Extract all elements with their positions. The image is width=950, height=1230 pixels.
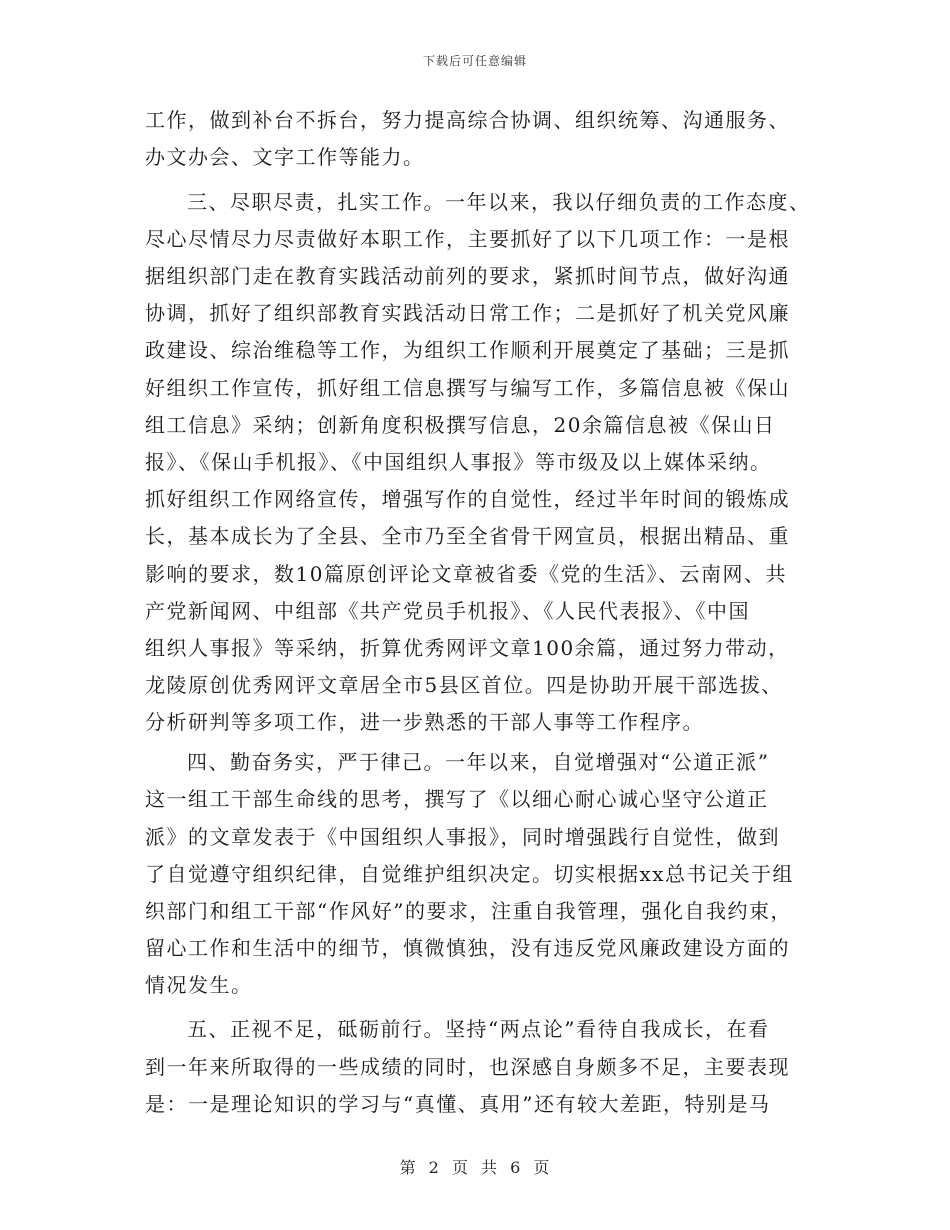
text-line: 协调，抓好了组织部教育实践活动日常工作；二是抓好了机关党风廉	[145, 301, 790, 325]
text-line: 分析研判等多项工作，进一步熟悉的干部人事等工作程序。	[145, 710, 704, 734]
text-line: 组织人事报》等采纳，折算优秀网评文章100余篇，通过努力带动，	[145, 636, 790, 660]
text-line: 是：一是理论知识的学习与“真懂、真用”还有较大差距，特别是马	[145, 1092, 771, 1116]
text-line: 长，基本成长为了全县、全市乃至全省骨干网宣员，根据出精品、重	[145, 524, 790, 548]
text-line: 政建设、综治维稳等工作，为组织工作顺利开展奠定了基础；三是抓	[145, 338, 790, 362]
text-line: 影响的要求，数10篇原创评论文章被省委《党的生活》、云南网、共	[145, 562, 787, 586]
text-line: 产党新闻网、中组部《共产党员手机报》、《人民代表报》、《中国	[145, 599, 750, 623]
text-line: 好组织工作宣传，抓好组工信息撰写与编写工作，多篇信息被《保山	[145, 376, 790, 400]
text-line: 三、尽职尽责，扎实工作。一年以来，我以仔细负责的工作态度、	[187, 190, 811, 214]
text-line: 尽心尽情尽力尽责做好本职工作，主要抓好了以下几项工作：一是根	[145, 227, 790, 251]
text-line: 了自觉遵守组织纪律，自觉维护组织决定。切实根据xx总书记关于组	[145, 862, 795, 886]
text-line: 报》、《保山手机报》、《中国组织人事报》等市级及以上媒体采纳。	[145, 450, 772, 474]
text-line: 留心工作和生活中的细节，慎微慎独，没有违反党风廉政建设方面的	[145, 936, 790, 960]
text-line: 工作，做到补台不拆台，努力提高综合协调、组织统筹、沟通服务、	[145, 108, 790, 132]
page-number: 第 2 页 共 6 页	[399, 1158, 551, 1177]
text-line: 龙陵原创优秀网评文章居全市5县区首位。四是协助开展干部选拔、	[145, 673, 783, 697]
text-line: 组工信息》采纳；创新角度积极撰写信息，20余篇信息被《保山日	[145, 413, 776, 437]
text-line: 据组织部门走在教育实践活动前列的要求，紧抓时间节点，做好沟通	[145, 264, 790, 288]
text-line: 四、勤奋务实，严于律己。一年以来，自觉增强对“公道正派”	[187, 750, 770, 774]
text-line: 五、正视不足，砥砺前行。坚持“两点论”看待自我成长，在看	[187, 1017, 770, 1041]
text-line: 织部门和组工干部“作风好”的要求，注重自我管理，强化自我约束，	[145, 899, 792, 923]
text-line: 派》的文章发表于《中国组织人事报》，同时增强践行自觉性，做到	[145, 825, 780, 849]
text-line: 这一组工干部生命线的思考，撰写了《以细心耐心诚心坚守公道正	[145, 787, 769, 811]
text-line: 到一年来所取得的一些成绩的同时，也深感自身颇多不足，主要表现	[145, 1055, 790, 1079]
text-line: 抓好组织工作网络宣传，增强写作的自觉性，经过半年时间的锻炼成	[145, 487, 790, 511]
text-line: 办文办会、文字工作等能力。	[145, 145, 425, 169]
page-header: 下载后可任意编辑	[422, 54, 527, 68]
text-line: 情况发生。	[145, 973, 253, 997]
